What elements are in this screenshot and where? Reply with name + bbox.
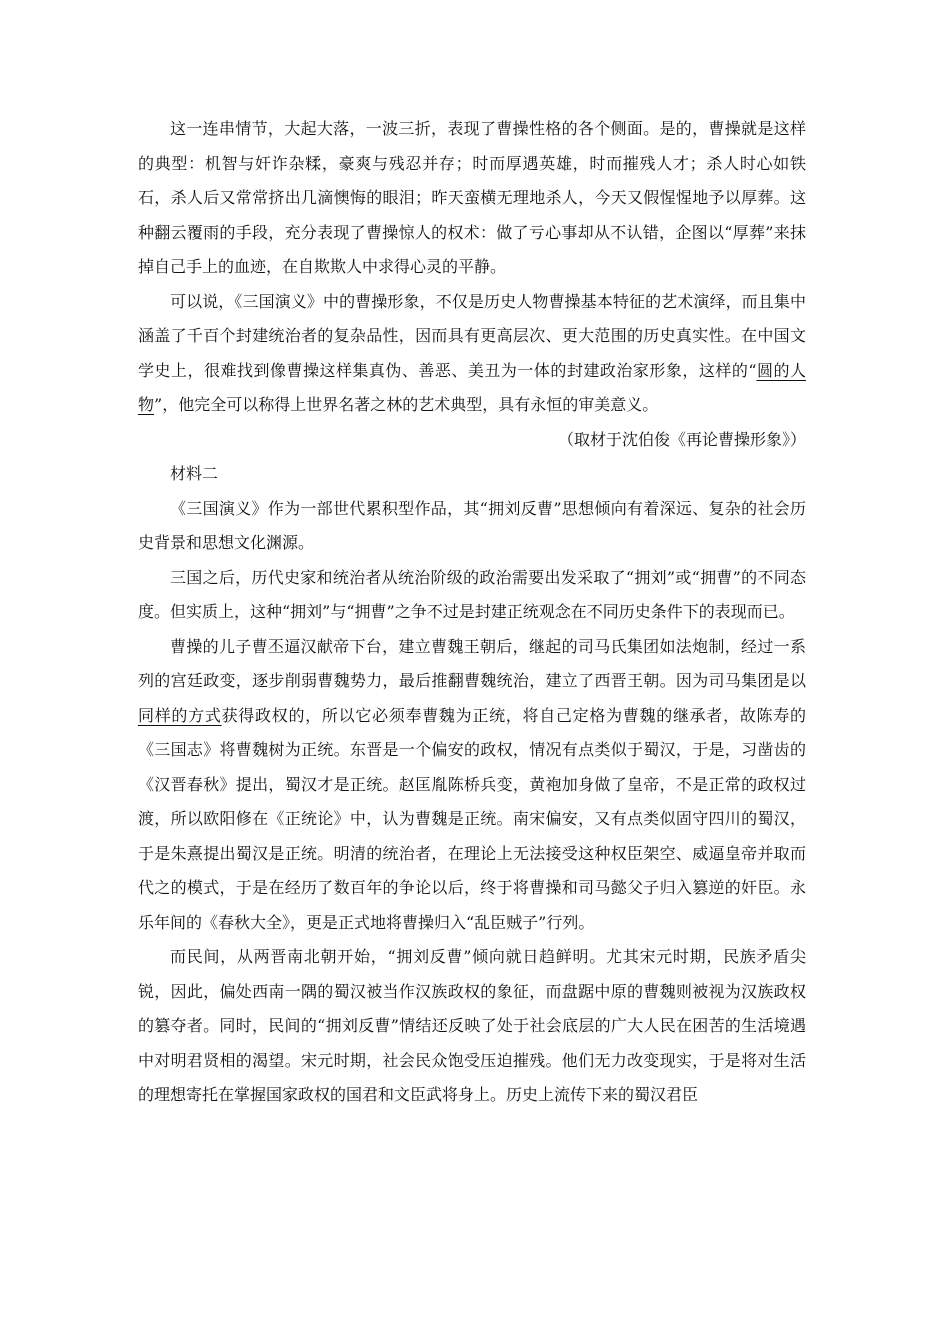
paragraph-text-before: 曹操的儿子曹丕逼汉献帝下台，建立曹魏王朝后，继起的司马氏集团如法炮制，经过一系列的宫廷政变，逐步削弱曹魏势力，最后推翻曹魏统治，建立了西晋王朝。因为司马集团是以 xyxy=(138,636,806,690)
paragraph-text-after: 获得政权的，所以它必须奉曹魏为正统，将自己定格为曹魏的继承者，故陈寿的《三国志》将曹魏树为正统。东晋是一个偏安的政权，情况有点类似于蜀汉，于是，习凿齿的《汉晋春秋》提出，蜀汉才是正统。赵匡胤陈桥兵变，黄袍加身做了皇帝，不是正常的政权过渡，所以欧阳修在《正统论》中，认为曹魏是正统。南宋偏安，又有点类似固守四川的蜀汉，于是朱熹提出蜀汉是正统。明清的统治者，在理论上无法接受这种权臣架空、威逼皇帝并取而代之的模式，于是在经历了数百年的争论以后，终于将曹操和司马懿父子归入篡逆的奸臣。永乐年间的《春秋大全》，更是正式地将曹操归入“乱臣贼子”行列。 xyxy=(138,705,806,932)
paragraph-cao-cao-image xyxy=(138,285,806,423)
underlined-phrase-same-way: 同样的方式 xyxy=(138,705,222,725)
paragraph-historians-attitudes: 三国之后，历代史家和统治者从统治阶级的政治需要出发采取了“拥刘”或“拥曹”的不同态度。但实质上，这种“拥刘”与“拥曹”之争不过是封建正统观念在不同历史条件下的表现而已。 xyxy=(138,567,806,621)
underlined-phrase-round-character: 圆的人物 xyxy=(138,360,806,414)
paragraph-text-after: ”，他完全可以称得上世界名著之林的艺术典型，具有永恒的审美意义。 xyxy=(154,395,659,414)
paragraph-legitimacy-history xyxy=(138,630,806,941)
paragraph-text-before: 可以说，《三国演义》中的曹操形象，不仅是历史人物曹操基本特征的艺术演绎，而且集中涵盖了千百个封建统治者的复杂品性，因而具有更高层次、更大范围的历史真实性。在中国文学史上，很难找到像曹操这样集真伪、善恶、美丑为一体的封建政治家形象，这样的“ xyxy=(138,291,806,380)
paragraph-intro-material-two: 《三国演义》作为一部世代累积型作品，其“拥刘反曹”思想倾向有着深远、复杂的社会历史背景和思想文化渊源。 xyxy=(138,498,806,552)
paragraph-cao-cao-character: 这一连串情节，大起大落，一波三折，表现了曹操性格的各个侧面。是的，曹操就是这样的典型：机智与奸诈杂糅，豪爽与残忍并存；时而厚遇英雄，时而摧残人才；杀人时心如铁石，杀人后又常常挤出几滴懊悔的眼泪；昨天蛮横无理地杀人，今天又假惺惺地予以厚葬。这种翻云覆雨的手段，充分表现了曹操惊人的权术：做了亏心事却从不认错，企图以“厚葬”来抹掉自己手上的血迹，在自欺欺人中求得心灵的平静。 xyxy=(138,119,806,276)
source-citation: （取材于沈伯俊《再论曹操形象》） xyxy=(557,429,806,449)
document-page xyxy=(138,112,806,1113)
paragraph-folk-tendency: 而民间，从两晋南北朝开始，“拥刘反曹”倾向就日趋鲜明。尤其宋元时期，民族矛盾尖锐，因此，偏处西南一隅的蜀汉被当作汉族政权的象征，而盘踞中原的曹魏则被视为汉族政权的篡夺者。同时，民间的“拥刘反曹”情结还反映了处于社会底层的广大人民在困苦的生活境遇中对明君贤相的渴望。宋元时期，社会民众饱受压迫摧残。他们无力改变现实，于是将对生活的理想寄托在掌握国家政权的国君和文臣武将身上。历史上流传下来的蜀汉君臣 xyxy=(138,947,806,1104)
section-heading-material-two: 材料二 xyxy=(170,464,219,483)
